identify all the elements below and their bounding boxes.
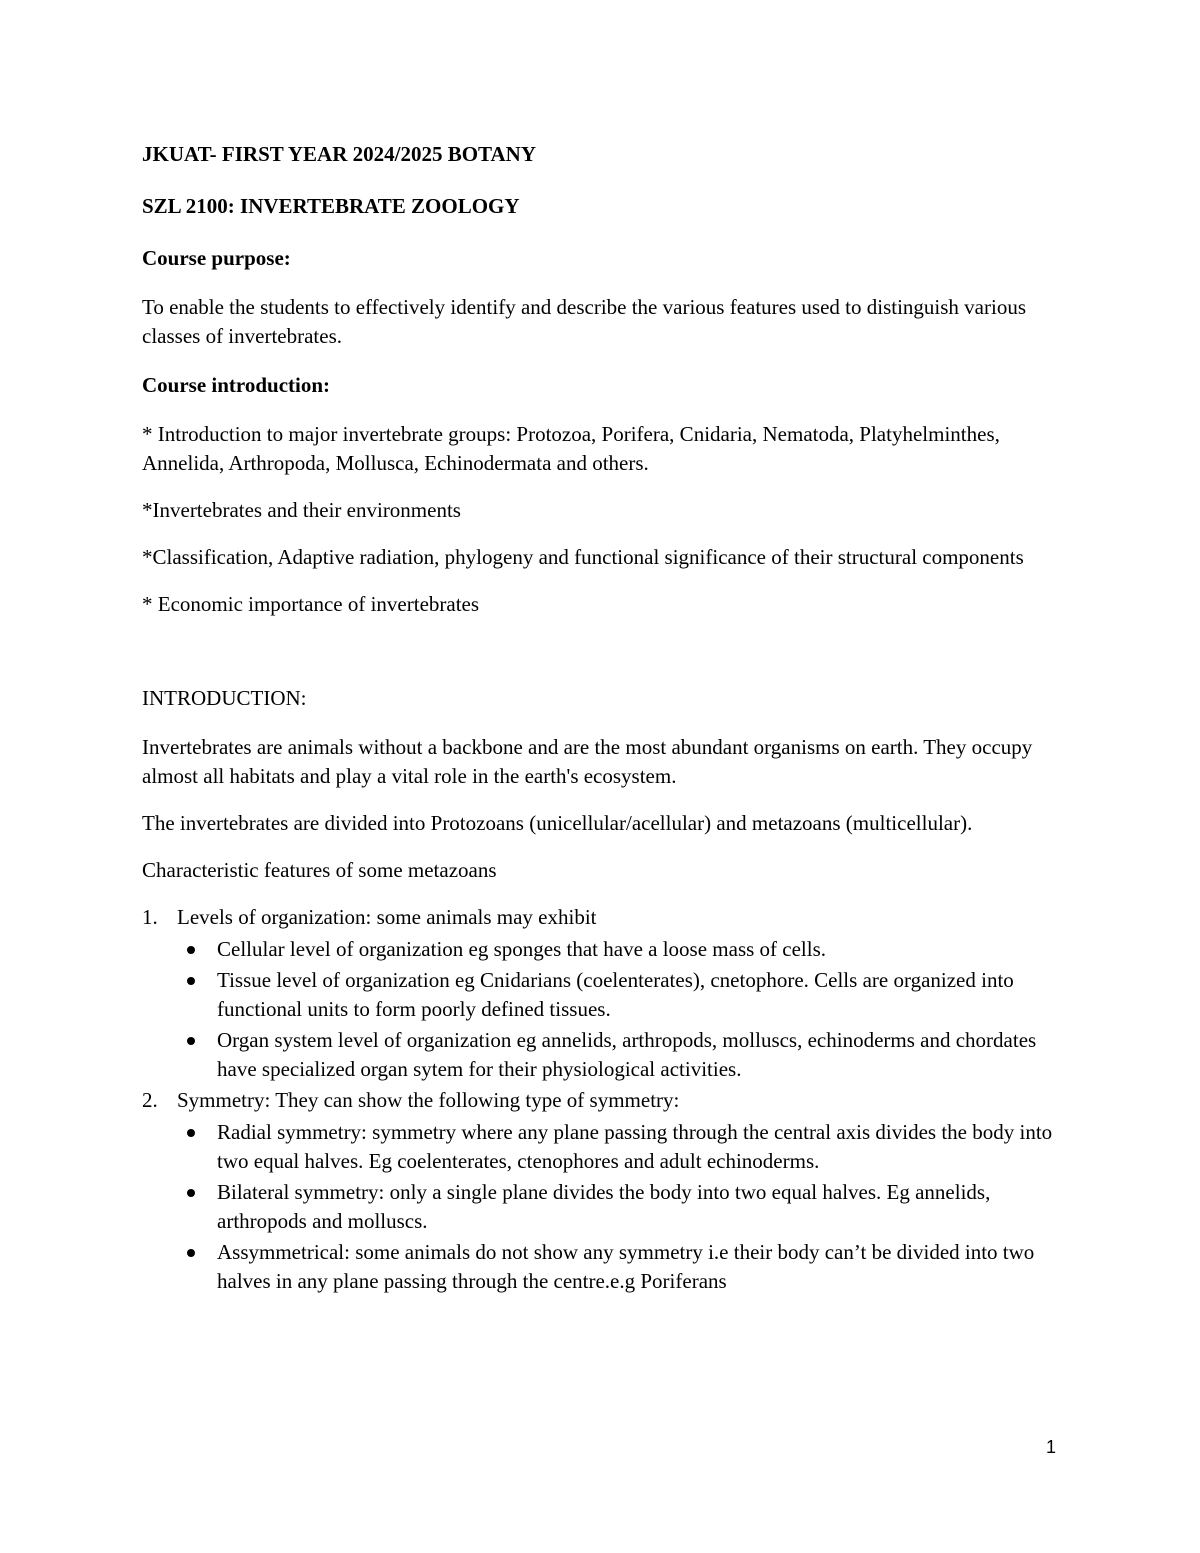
bullet-text: Assymmetrical: some animals do not show any symmetry i.e their body can’t be divided into two halves in any plane passing through the centre.e.g Poriferans <box>217 1240 1035 1293</box>
bullet-icon <box>187 1189 195 1197</box>
introduction-paragraph: Characteristic features of some metazoans <box>142 858 497 882</box>
bullet-list <box>177 935 1072 1084</box>
document-title: JKUAT- FIRST YEAR 2024/2025 BOTANY <box>142 142 536 166</box>
bullet-item <box>177 1178 1072 1236</box>
course-introduction-item: *Classification, Adaptive radiation, phylogeny and functional significance of their structural components <box>142 545 1024 569</box>
course-purpose-heading: Course purpose: <box>142 246 291 270</box>
course-introduction-item: * Economic importance of invertebrates <box>142 592 480 616</box>
introduction-heading: INTRODUCTION: <box>142 686 307 710</box>
bullet-item <box>177 1238 1072 1296</box>
list-item-text: Symmetry: They can show the following type of symmetry: <box>177 1088 680 1112</box>
numbered-list-item <box>142 1086 1072 1296</box>
bullet-item <box>177 1118 1072 1176</box>
bullet-icon <box>187 1249 195 1257</box>
list-number: 1. <box>142 905 158 929</box>
list-number: 2. <box>142 1088 158 1112</box>
numbered-list-item <box>142 903 1072 1084</box>
course-introduction-heading: Course introduction: <box>142 373 331 397</box>
course-introduction-item: * Introduction to major invertebrate groups: Protozoa, Porifera, Cnidaria, Nematoda, Platyhelminthes, Annelida, Arthropoda, Mollusca, Echinodermata and others. <box>142 422 1000 475</box>
list-item-text: Levels of organization: some animals may exhibit <box>177 905 597 929</box>
bullet-icon <box>187 1129 195 1137</box>
bullet-icon <box>187 977 195 985</box>
bullet-item <box>177 966 1072 1024</box>
bullet-text: Radial symmetry: symmetry where any plane passing through the central axis divides the body into two equal halves. Eg coelenterates, ctenophores and adult echinoderms. <box>217 1120 1053 1173</box>
bullet-text: Organ system level of organization eg annelids, arthropods, molluscs, echinoderms and chordates have specialized organ sytem for their physiological activities. <box>217 1028 1037 1081</box>
bullet-item <box>177 935 1072 964</box>
course-code-title: SZL 2100: INVERTEBRATE ZOOLOGY <box>142 194 520 218</box>
course-purpose-text: To enable the students to effectively identify and describe the various features used to distinguish various classes of invertebrates. <box>142 295 1026 348</box>
course-introduction-item: *Invertebrates and their environments <box>142 498 461 522</box>
page-number: 1 <box>1046 1437 1057 1457</box>
bullet-icon <box>187 946 195 954</box>
introduction-paragraph: The invertebrates are divided into Protozoans (unicellular/acellular) and metazoans (multicellular). <box>142 811 973 835</box>
introduction-paragraph: Invertebrates are animals without a backbone and are the most abundant organisms on earth. They occupy almost all habitats and play a vital role in the earth's ecosystem. <box>142 735 1033 788</box>
document-page <box>142 140 1072 1298</box>
bullet-icon <box>187 1037 195 1045</box>
bullet-item <box>177 1026 1072 1084</box>
bullet-text: Tissue level of organization eg Cnidarians (coelenterates), cnetophore. Cells are organized into functional units to form poorly defined tissues. <box>217 968 1014 1021</box>
features-numbered-list <box>142 903 1072 1296</box>
bullet-list <box>177 1118 1072 1296</box>
bullet-text: Cellular level of organization eg sponges that have a loose mass of cells. <box>217 937 827 961</box>
bullet-text: Bilateral symmetry: only a single plane divides the body into two equal halves. Eg annelids, arthropods and molluscs. <box>217 1180 991 1233</box>
